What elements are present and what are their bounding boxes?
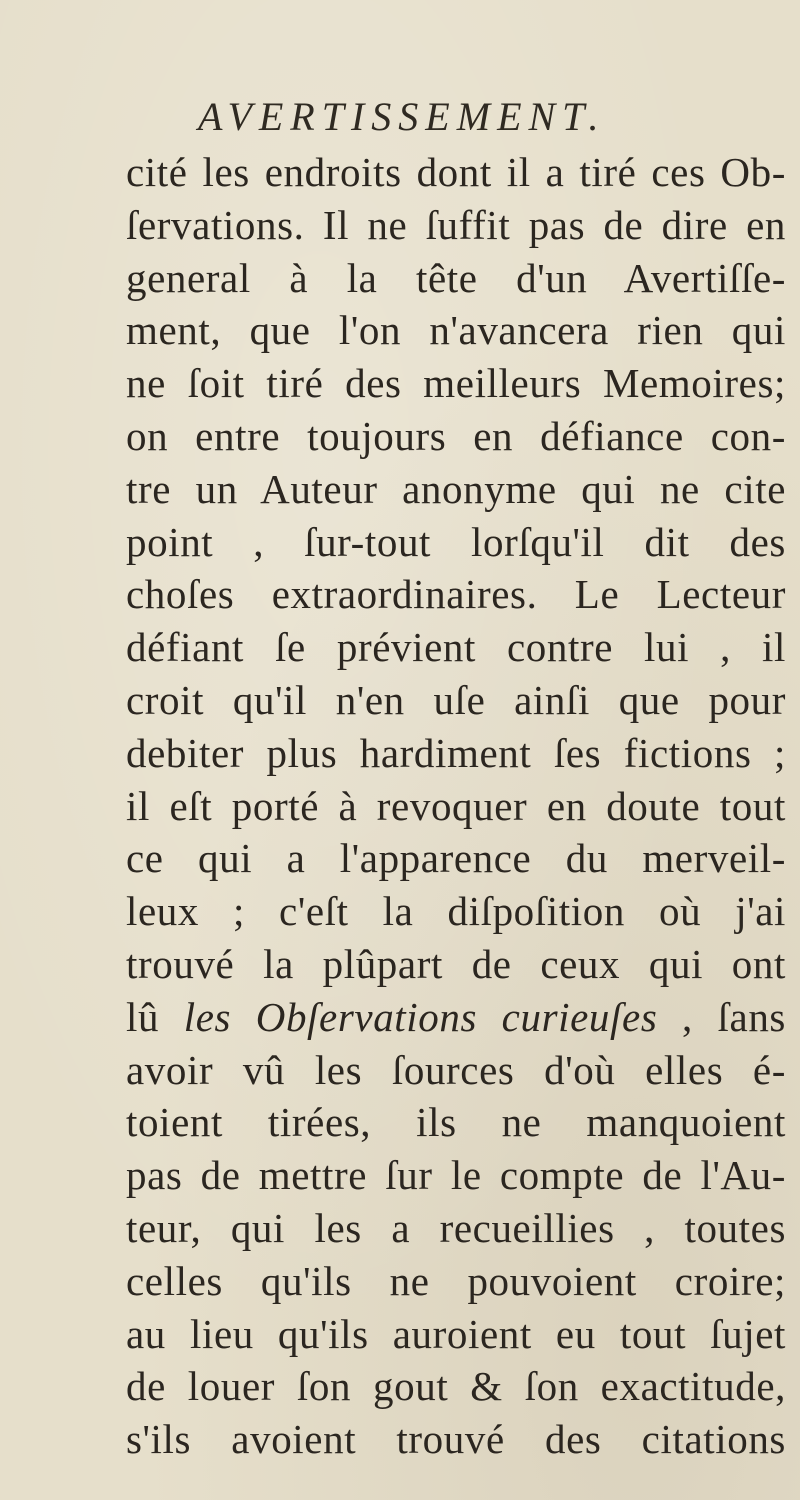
text-line: s'ils avoient trouvé des citations xyxy=(126,1416,786,1463)
text-line: au lieu qu'ils auroient eu tout ſujet xyxy=(126,1310,786,1357)
text-line: ne ſoit tiré des meilleurs Memoires; xyxy=(126,360,786,407)
text-line: croit qu'il n'en uſe ainſi que pour xyxy=(126,676,786,723)
text-line: trouvé la plûpart de ceux qui ont xyxy=(126,940,786,987)
text-line: leux ; c'eſt la diſpoſition où j'ai xyxy=(126,888,786,935)
body-text xyxy=(126,146,786,1466)
text-line: choſes extraordinaires. Le Lecteur xyxy=(126,571,786,618)
text-line: tre un Auteur anonyme qui ne cite xyxy=(126,465,786,512)
text-line: avoir vû les ſources d'où elles é- xyxy=(126,1046,786,1093)
text-line: pas de mettre ſur le compte de l'Au- xyxy=(126,1152,786,1199)
text-line: ment, que l'on n'avancera rien qui xyxy=(126,307,786,354)
italic-book-title: les Obſervations curieuſes xyxy=(183,993,658,1040)
text-line-start: lû xyxy=(126,993,160,1040)
text-line-with-italic-title xyxy=(126,991,786,1044)
text-line: debiter plus hardiment ſes fictions ; xyxy=(126,729,786,776)
text-line: celles qu'ils ne pouvoient croire; xyxy=(126,1257,786,1304)
text-line: teur, qui les a recueillies , toutes xyxy=(126,1204,786,1251)
text-line: cité les endroits dont il a tiré ces Ob- xyxy=(126,149,786,195)
text-line: ſervations. Il ne ſuffit pas de dire en xyxy=(126,201,786,248)
text-line: toient tirées, ils ne manquoient xyxy=(126,1099,786,1146)
text-line: point , ſur-tout lorſqu'il dit des xyxy=(126,518,786,565)
text-line-end: , ſans xyxy=(682,993,786,1040)
text-line: general à la tête d'un Avertiſſe- xyxy=(126,254,786,301)
running-header: AVERTISSEMENT. xyxy=(198,94,606,139)
text-line: défiant ſe prévient contre lui , il xyxy=(126,624,786,671)
text-line: ce qui a l'apparence du merveil- xyxy=(126,835,786,882)
text-line: on entre toujours en défiance con- xyxy=(126,412,786,459)
text-line: il eſt porté à revoquer en doute tout xyxy=(126,782,786,829)
text-line: de louer ſon gout & ſon exactitude, xyxy=(126,1363,786,1410)
